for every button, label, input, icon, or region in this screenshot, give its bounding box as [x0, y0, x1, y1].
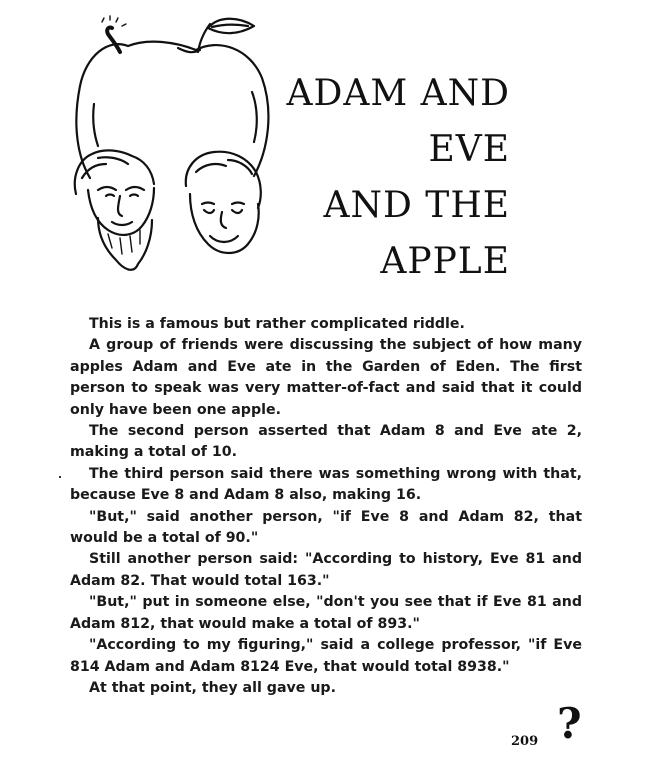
question-mark-glyph: ? [557, 699, 582, 748]
page-title [262, 66, 510, 290]
paragraph-7: "But," put in someone else, "don't you see that if Eve 81 and Adam 812, that would make a total of 893." [70, 594, 582, 632]
stray-dot [59, 476, 61, 478]
paragraph-6: Still another person said: "According to history, Eve 81 and Adam 82. That would total 163." [70, 551, 582, 589]
apple-adam-eve-illustration-icon [68, 8, 274, 280]
paragraph-8: "According to my figuring," said a college professor, "if Eve 814 Adam and Adam 8124 Eve, that would total 8938." [70, 637, 582, 675]
paragraph-1: This is a famous but rather complicated riddle. [89, 316, 465, 332]
riddle-text [70, 314, 582, 699]
page-number: 209 [511, 734, 539, 749]
paragraph-2: A group of friends were discussing the subject of how many apples Adam and Eve ate in the Garden of Eden. The first person to speak was very matter-of-fact and said that it could only have been one apple. [70, 337, 582, 418]
title-line-4: APPLE [380, 241, 510, 282]
paragraph-4: The third person said there was something wrong with that, because Eve 8 and Adam 8 also, making 16. [70, 465, 582, 504]
paragraph-9: At that point, they all gave up. [89, 679, 336, 696]
eve-face [190, 194, 259, 253]
title-line-1: ADAM AND [286, 73, 510, 114]
title-line-3: AND THE [323, 185, 510, 226]
title-line-2: EVE [428, 129, 510, 170]
paragraph-3: The second person asserted that Adam 8 and Eve ate 2, making a total of 10. [70, 423, 582, 461]
paragraph-5: "But," said another person, "if Eve 8 and Adam 82, that would be a total of 90." [70, 508, 582, 547]
worm [107, 27, 120, 52]
eve-hair [186, 152, 261, 208]
